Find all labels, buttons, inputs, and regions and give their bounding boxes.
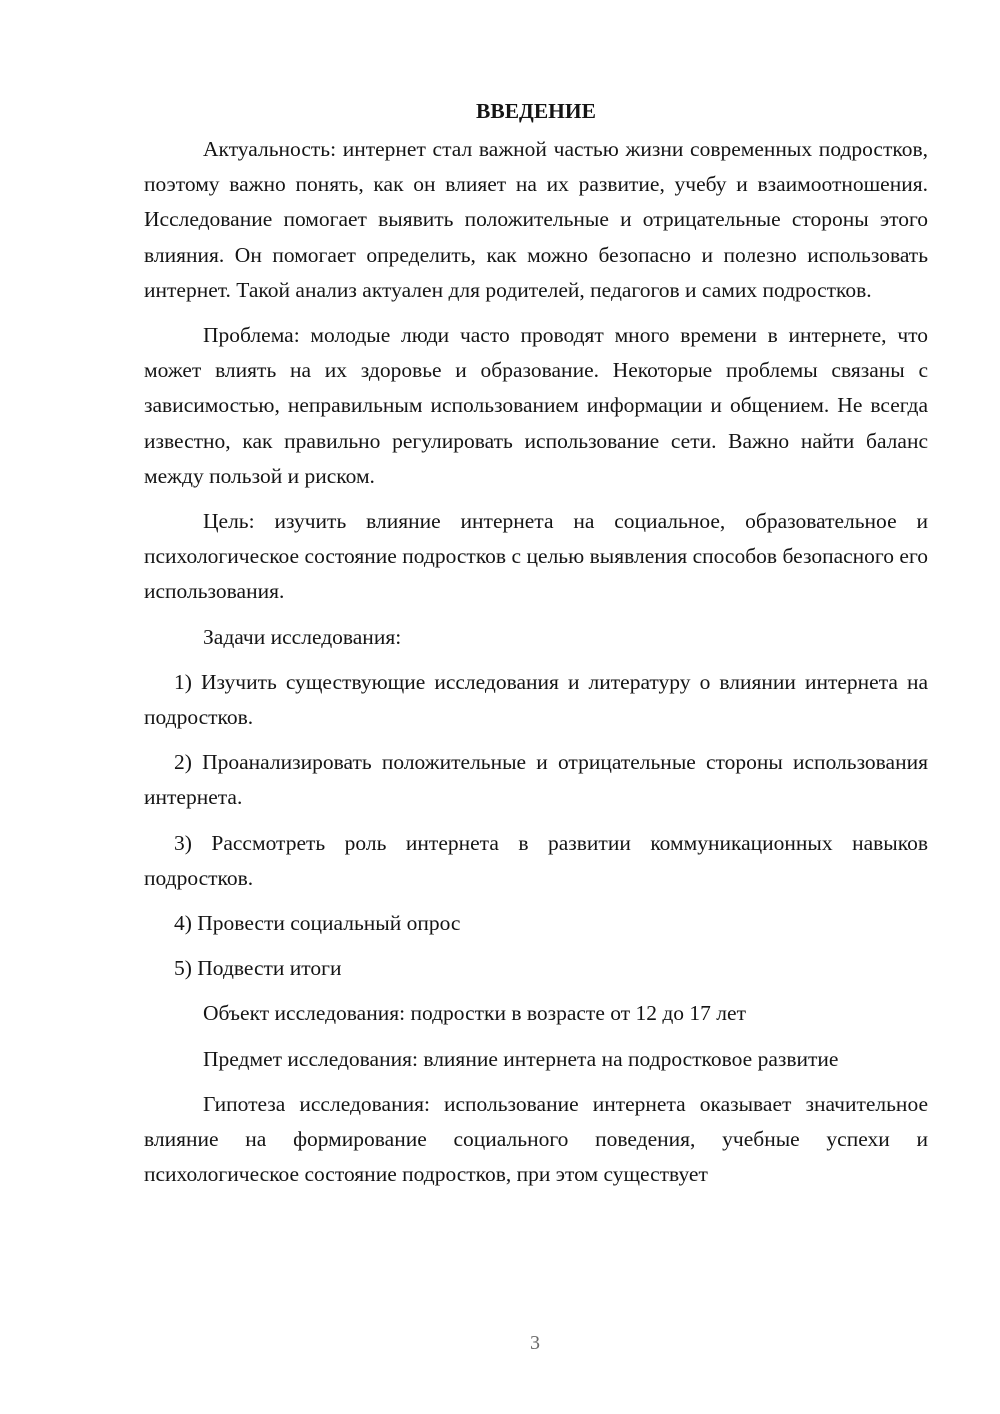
paragraph-subject: Предмет исследования: влияние интернета на подростковое развитие xyxy=(203,1046,839,1071)
section-title: ВВЕДЕНИЕ xyxy=(476,99,596,123)
page-content xyxy=(144,92,928,1202)
tasks-heading: Задачи исследования: xyxy=(203,624,402,649)
paragraph-goal: Цель: изучить влияние интернета на социальное, образовательное и психологическое состояние подростков с целью выявления способов безопасного его использования. xyxy=(144,509,928,604)
tasks-list xyxy=(144,665,928,987)
task-item-4: 4) Провести социальный опрос xyxy=(174,911,461,936)
paragraph-relevance: Актуальность: интернет стал важной частью жизни современных подростков, поэтому важно понять, как он влияет на их развитие, учебу и взаимоотношения. Исследование помогает выявить положительные и отрицательные стороны этого влияния. Он помогает определить, как можно безопасно и полезно использовать интернет. Такой анализ актуален для родителей, педагогов и самих подростков. xyxy=(144,137,928,302)
paragraph-object: Объект исследования: подростки в возрасте от 12 до 17 лет xyxy=(203,1001,746,1026)
paragraph-hypothesis: Гипотеза исследования: использование интернета оказывает значительное влияние на формирование социального поведения, учебные успехи и психологическое состояние подростков, при этом существует xyxy=(144,1091,928,1187)
paragraph-problem: Проблема: молодые люди часто проводят много времени в интернете, что может влиять на их здоровье и образование. Некоторые проблемы связаны с зависимостью, неправильным использованием информации и общением. Не всегда известно, как правильно регулировать использование сети. Важно найти баланс между пользой и риском. xyxy=(144,323,928,488)
task-item-1: 1) Изучить существующие исследования и литературу о влиянии интернета на подростков. xyxy=(144,669,928,730)
task-item-3: 3) Рассмотреть роль интернета в развитии коммуникационных навыков подростков. xyxy=(144,830,928,890)
task-item-2: 2) Проанализировать положительные и отрицательные стороны использования интернета. xyxy=(144,750,928,810)
page-number: 3 xyxy=(530,1332,540,1354)
task-item-5: 5) Подвести итоги xyxy=(174,956,342,981)
